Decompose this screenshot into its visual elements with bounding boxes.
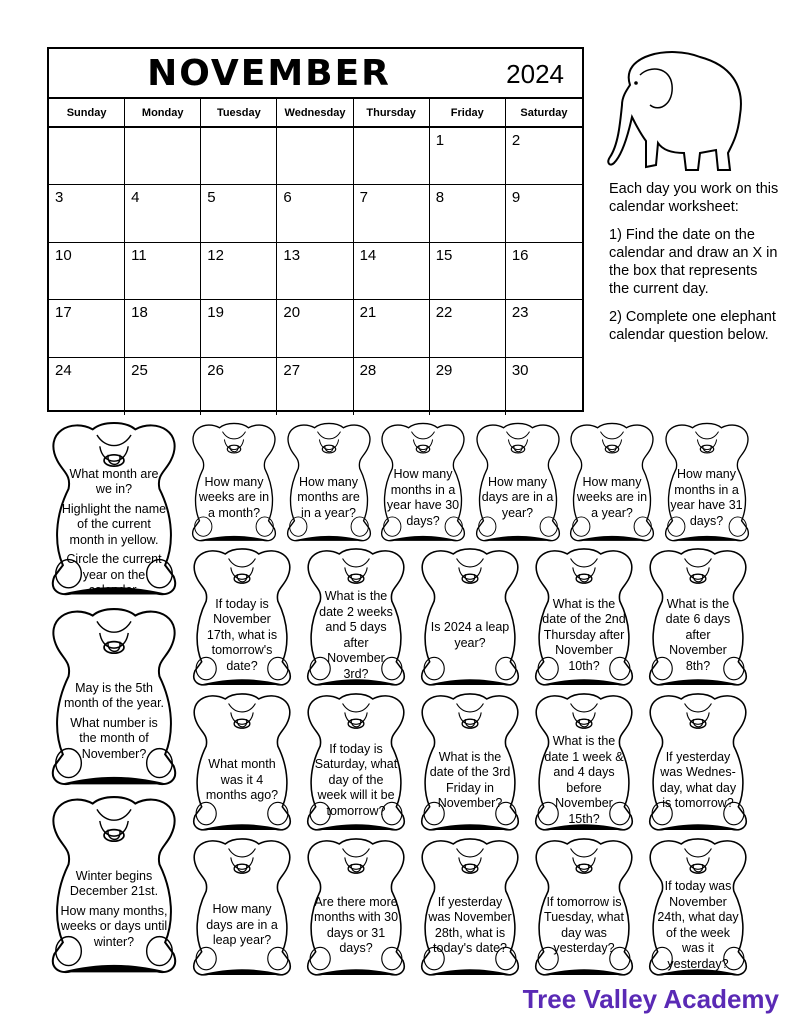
question-card <box>659 420 755 546</box>
question-text <box>541 889 626 966</box>
date-cell[interactable]: 5 <box>201 185 277 242</box>
day-header: Thursday <box>354 99 430 128</box>
date-cell[interactable]: 1 <box>430 128 506 185</box>
date-cell[interactable]: 13 <box>277 243 353 300</box>
question-card <box>281 420 377 546</box>
date-cell[interactable]: 28 <box>354 358 430 415</box>
date-cell[interactable]: 17 <box>49 300 125 357</box>
question-text <box>655 744 740 821</box>
question-card <box>642 545 754 691</box>
question-card <box>528 690 640 836</box>
date-cell[interactable]: 21 <box>354 300 430 357</box>
question-card <box>186 835 298 981</box>
question-card <box>414 690 526 836</box>
instructions-step-1: 1) Find the date on the calendar and draw an X in the box that represents the current day. <box>609 227 778 297</box>
date-cell[interactable]: 25 <box>125 358 201 415</box>
question-text <box>427 744 512 821</box>
date-cell[interactable]: 7 <box>354 185 430 242</box>
question-text <box>481 467 554 534</box>
date-cell[interactable]: 29 <box>430 358 506 415</box>
date-cell[interactable] <box>354 128 430 185</box>
date-cell[interactable]: 4 <box>125 185 201 242</box>
date-cell[interactable] <box>201 128 277 185</box>
date-cell[interactable]: 22 <box>430 300 506 357</box>
question-line: How many days are in a year? <box>481 474 554 520</box>
date-cell[interactable] <box>125 128 201 185</box>
date-cell[interactable]: 6 <box>277 185 353 242</box>
question-line: How many months in a year have 30 days? <box>386 467 460 528</box>
question-text <box>60 674 168 774</box>
date-cell[interactable]: 11 <box>125 243 201 300</box>
question-card <box>43 604 185 792</box>
question-card <box>43 792 185 980</box>
question-text <box>313 741 398 821</box>
question-text <box>387 467 460 534</box>
question-card <box>414 545 526 691</box>
date-cell[interactable]: 15 <box>430 243 506 300</box>
question-text <box>198 467 271 534</box>
date-cell[interactable]: 12 <box>201 243 277 300</box>
elephant-illustration <box>600 45 748 177</box>
question-text <box>60 862 168 962</box>
date-cell[interactable] <box>49 128 125 185</box>
calendar <box>47 47 584 412</box>
question-line: What month are we in? <box>69 466 159 497</box>
date-cell[interactable]: 18 <box>125 300 201 357</box>
question-card <box>564 420 660 546</box>
question-text <box>60 466 168 598</box>
question-line: What number is the month of November? <box>70 715 158 761</box>
date-cell[interactable]: 30 <box>511 361 529 379</box>
question-text <box>576 467 649 534</box>
day-header: Friday <box>430 99 506 128</box>
question-line: How many days are in a leap year? <box>206 902 278 948</box>
question-text <box>427 889 512 966</box>
question-card <box>186 545 298 691</box>
question-line: How many weeks are in a month? <box>198 474 270 520</box>
day-header: Tuesday <box>201 99 277 128</box>
question-card <box>642 835 754 981</box>
question-text <box>541 596 626 676</box>
question-line: May is the 5th month of the year. <box>63 680 165 711</box>
date-cell[interactable]: 2 <box>506 128 582 185</box>
calendar-header <box>49 49 582 99</box>
question-text <box>313 889 398 966</box>
date-cell[interactable]: 3 <box>49 185 125 242</box>
date-cell[interactable]: 10 <box>49 243 125 300</box>
question-text <box>541 734 626 826</box>
question-line: What is the date of the 3rd Friday in November? <box>429 749 511 811</box>
question-text <box>313 589 398 681</box>
question-card <box>642 690 754 836</box>
date-cell[interactable] <box>277 128 353 185</box>
question-card <box>528 835 640 981</box>
date-cell[interactable]: 19 <box>201 300 277 357</box>
question-card <box>43 418 185 602</box>
question-card <box>186 690 298 836</box>
question-text <box>292 467 365 534</box>
instructions-intro: Each day you work on this calendar worksheet: <box>609 181 779 215</box>
date-cell[interactable]: 14 <box>354 243 430 300</box>
question-line: What is the date 2 weeks and 5 days after November 3rd? <box>319 589 393 681</box>
question-line: What is the date 6 days after November 8th? <box>665 596 731 673</box>
question-text <box>199 596 284 676</box>
question-line: Circle the current year on the calendar. <box>66 552 162 598</box>
question-line: Is 2024 a leap year? <box>430 620 510 650</box>
question-line: If yesterday was Wednes-day, what day is tomorrow? <box>659 749 737 811</box>
question-text <box>655 596 740 676</box>
day-header: Wednesday <box>277 99 353 128</box>
question-line: What month was it 4 months ago? <box>205 757 279 803</box>
instructions <box>609 180 779 354</box>
question-line: What is the date of the 2nd Thursday after November 10th? <box>542 596 626 673</box>
question-text <box>655 879 740 971</box>
question-line: Are there more months with 30 days or 31 days? <box>313 894 399 956</box>
date-cell[interactable]: 8 <box>430 185 506 242</box>
question-card <box>528 545 640 691</box>
question-line: If today was November 24th, what day of the week was it yesterday? <box>657 879 739 971</box>
question-line: How many months, weeks or days until winter? <box>60 903 168 949</box>
question-text <box>427 599 512 676</box>
question-card <box>300 835 412 981</box>
day-header: Monday <box>125 99 201 128</box>
date-cell[interactable]: 16 <box>506 243 582 300</box>
date-cell[interactable]: 9 <box>506 185 582 242</box>
question-card <box>414 835 526 981</box>
question-line: Winter begins December 21st. <box>69 868 159 899</box>
question-line: If today is November 17th, what is tomorrow's date? <box>206 596 278 673</box>
calendar-grid <box>49 99 582 415</box>
calendar-month: NOVEMBER <box>147 53 391 94</box>
question-card <box>375 420 471 546</box>
question-line: How many months are in a year? <box>297 474 360 520</box>
question-line: If today is Saturday, what day of the week will it be tomorrow? <box>314 741 398 818</box>
question-line: What is the date 1 week & and 4 days before November 15th? <box>544 734 624 826</box>
brand-footer: Tree Valley Academy <box>522 984 779 1014</box>
date-cell[interactable]: 20 <box>277 300 353 357</box>
date-cell[interactable]: 23 <box>506 300 582 357</box>
question-line: How many weeks are in a year? <box>576 474 648 520</box>
day-header: Saturday <box>506 99 582 128</box>
date-cell[interactable]: 27 <box>277 358 353 415</box>
question-text <box>199 889 284 966</box>
question-card <box>300 690 412 836</box>
question-line: If tomorrow is Tuesday, what day was yesterday? <box>544 894 624 956</box>
question-card <box>470 420 566 546</box>
day-header: Sunday <box>49 99 125 128</box>
instructions-step-2: 2) Complete one elephant calendar question below. <box>609 309 776 343</box>
date-cell[interactable]: 26 <box>201 358 277 415</box>
question-text <box>199 744 284 821</box>
calendar-year: 2024 <box>506 59 564 89</box>
question-line: If yesterday was November 28th, what is today's date? <box>428 894 512 956</box>
question-card <box>300 545 412 691</box>
question-card <box>186 420 282 546</box>
question-line: Highlight the name of the current month in yellow. <box>61 501 167 547</box>
question-line: How many months in a year have 31 days? <box>670 467 743 528</box>
date-cell[interactable]: 24 <box>49 358 125 415</box>
question-text <box>670 467 743 534</box>
